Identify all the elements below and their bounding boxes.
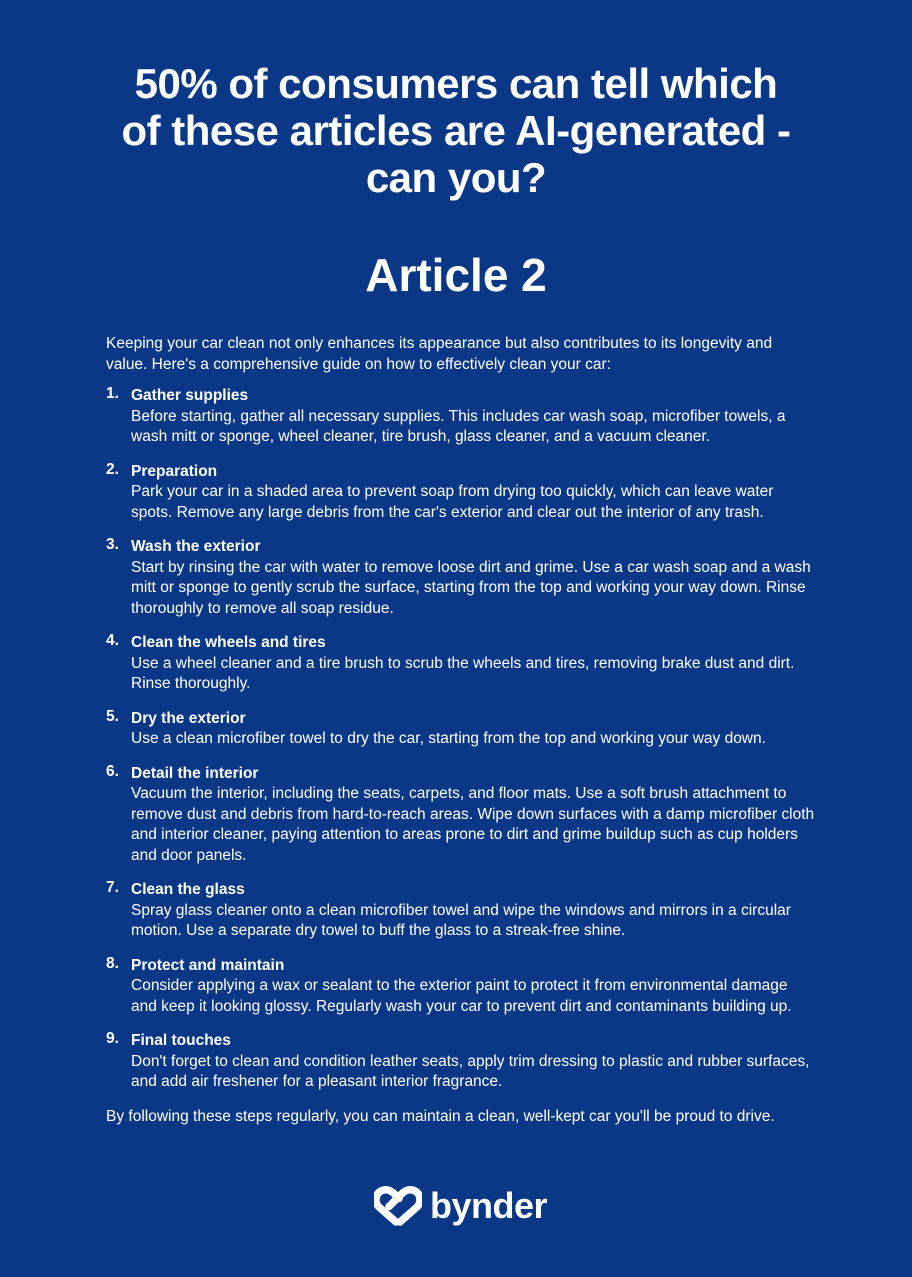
step-description: Consider applying a wax or sealant to the exterior paint to protect it from environmental damage and keep it looking glossy. Regularly wash your car to prevent dirt and contaminants building up. [131, 977, 792, 1015]
step-title: Protect and maintain [131, 956, 285, 974]
step-description: Before starting, gather all necessary supplies. This includes car wash soap, microfiber towels, a wash mitt or sponge, wheel cleaner, tire brush, glass cleaner, and a vacuum cleaner. [131, 407, 786, 445]
intro-paragraph: Keeping your car clean not only enhances its appearance but also contributes to its longevity and value. Here's a comprehensive guide on how to effectively clean your car: [106, 335, 773, 373]
step-number: 3. [106, 536, 119, 553]
step-number: 9. [106, 1030, 119, 1047]
step-number: 4. [106, 632, 119, 649]
step-description: Start by rinsing the car with water to remove loose dirt and grime. Use a car wash soap and a wash mitt or sponge to gently scrub the surface, starting from the top and working your way down. Rinse thoroughly to remove all soap residue. [131, 558, 811, 617]
bynder-logo-text: bynder [430, 1185, 548, 1226]
steps-list [106, 386, 816, 1093]
step-number: 2. [106, 460, 119, 478]
bynder-logo-icon [374, 1186, 422, 1226]
step-number: 7. [106, 879, 119, 896]
step-description: Park your car in a shaded area to prevent soap from drying too quickly, which can leave water spots. Remove any large debris from the car's exterior and clear out the interior of any trash. [131, 483, 774, 521]
step-item [106, 462, 816, 524]
step-item [106, 880, 816, 942]
step-item [106, 709, 816, 750]
step-number: 8. [106, 954, 119, 972]
step-item [106, 537, 816, 619]
outro-paragraph: By following these steps regularly, you can maintain a clean, well-kept car you'll be proud to drive. [106, 1107, 775, 1125]
headline: 50% of consumers can tell which of these articles are AI-generated - can you? [121, 60, 791, 201]
step-item [106, 386, 816, 448]
step-description: Don't forget to clean and condition leather seats, apply trim dressing to plastic and rubber surfaces, and add air freshener for a pleasant interior fragrance. [131, 1052, 810, 1090]
step-description: Use a clean microfiber towel to dry the car, starting from the top and working your way down. [131, 730, 766, 747]
step-item [106, 633, 816, 695]
step-title: Gather supplies [131, 387, 249, 404]
step-description: Use a wheel cleaner and a tire brush to scrub the wheels and tires, removing brake dust and dirt. Rinse thoroughly. [131, 654, 795, 692]
article-body [106, 334, 816, 1127]
step-number: 6. [106, 762, 119, 780]
step-title: Clean the glass [131, 881, 245, 898]
step-title: Clean the wheels and tires [131, 634, 326, 651]
step-item [106, 956, 816, 1018]
article-title: Article 2 [365, 249, 547, 301]
step-title: Wash the exterior [131, 538, 261, 555]
step-title: Preparation [131, 462, 218, 480]
step-title: Dry the exterior [131, 709, 246, 727]
step-number: 1. [106, 385, 119, 402]
step-title: Detail the interior [131, 764, 259, 782]
step-item [106, 764, 816, 867]
step-item [106, 1031, 816, 1093]
bynder-logo [374, 1184, 547, 1228]
step-title: Final touches [131, 1032, 231, 1049]
step-description: Spray glass cleaner onto a clean microfiber towel and wipe the windows and mirrors in a circular motion. Use a separate dry towel to buff the glass to a streak-free shine. [131, 901, 791, 939]
step-number: 5. [106, 707, 119, 725]
step-description: Vacuum the interior, including the seats, carpets, and floor mats. Use a soft brush attachment to remove dust and debris from hard-to-reach areas. Wipe down surfaces with a damp microfiber cloth and interior cleaner, paying attention to areas prone to dirt and grime buildup such as cup holders and door panels. [131, 785, 815, 864]
